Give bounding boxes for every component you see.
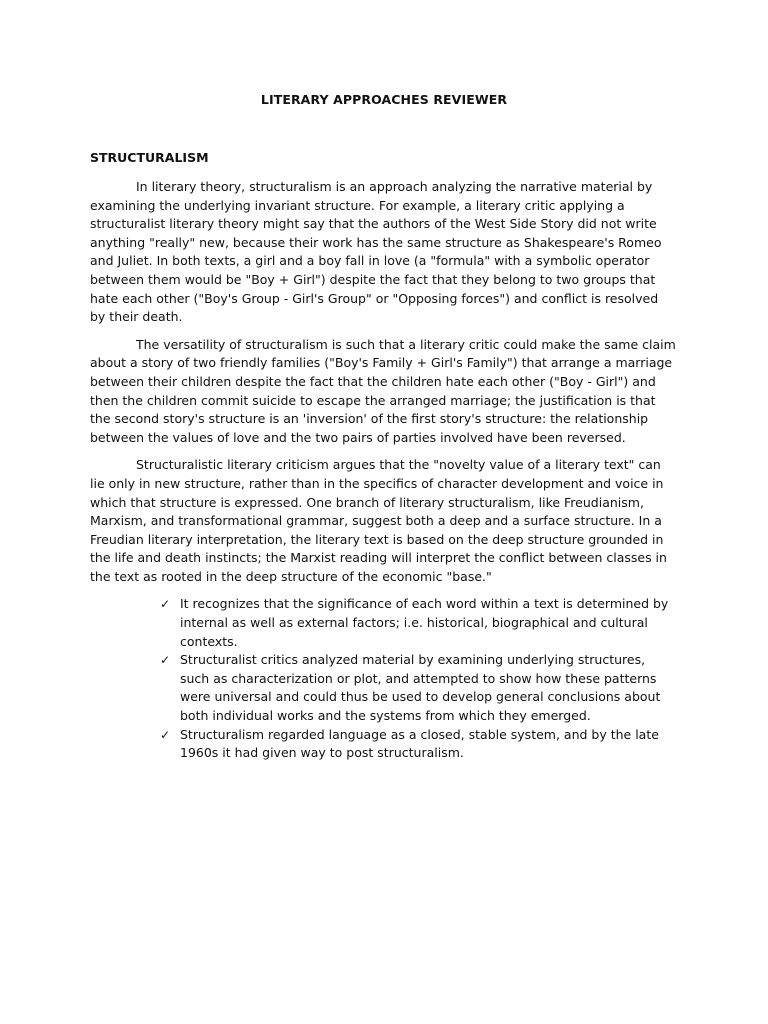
bullet-text: Structuralism regarded language as a closed, stable system, and by the late 1960s it had given way to post structuralism. — [180, 726, 659, 761]
list-item — [160, 651, 676, 725]
bullet-text: Structuralist critics analyzed material by examining underlying structures, such as characterization or plot, and attempted to show how these patterns were universal and could thus be used to develop general conclusions about both individual works and the systems from which they emerged. — [180, 652, 661, 724]
paragraph-1: In literary theory, structuralism is an approach analyzing the narrative material by examining the underlying invariant structure. For example, a literary critic applying a structuralist literary theory might say that the authors of the West Side Story did not write anything "really" new, because their work has the same structure as Shakespeare's Romeo and Juliet. In both texts, a girl and a boy fall in love (a "formula" with a symbolic operator between them would be "Boy + Girl") despite the fact that they belong to two groups that hate each other ("Boy's Group - Girl's Group" or "Opposing forces") and conflict is resolved by their death. — [90, 179, 662, 325]
paragraph-3: Structuralistic literary criticism argues that the "novelty value of a literary text" can lie only in new structure, rather than in the specifics of character development and voice in which that structure is expressed. One branch of literary structuralism, like Freudianism, Marxism, and transformational grammar, suggest both a deep and a surface structure. In a Freudian literary interpretation, the literary text is based on the deep structure grounded in the life and death instincts; the Marxist reading will interpret the conflict between classes in the text as rooted in the deep structure of the economic "base." — [90, 457, 667, 584]
bullet-text: It recognizes that the significance of each word within a text is determined by internal as well as external factors; i.e. historical, biographical and cultural contexts. — [180, 596, 669, 649]
section-body — [90, 178, 676, 763]
bullet-list — [90, 595, 676, 762]
paragraph-2: The versatility of structuralism is such that a literary critic could make the same claim about a story of two friendly families ("Boy's Family + Girl's Family") that arrange a marriage between their children despite the fact that the children hate each other ("Boy - Girl") and then the children commit suicide to escape the arranged marriage; the justification is that the second story's structure is an 'inversion' of the first story's structure: the relationship between the values of love and the two pairs of parties involved have been reversed. — [90, 336, 676, 445]
checkmark-icon: ✓ — [160, 727, 171, 742]
document-title: LITERARY APPROACHES REVIEWER — [260, 92, 508, 107]
list-item — [160, 726, 676, 763]
checkmark-icon: ✓ — [160, 653, 171, 668]
list-item — [160, 595, 676, 651]
section-heading: STRUCTURALISM — [90, 150, 209, 165]
checkmark-icon: ✓ — [160, 597, 171, 612]
